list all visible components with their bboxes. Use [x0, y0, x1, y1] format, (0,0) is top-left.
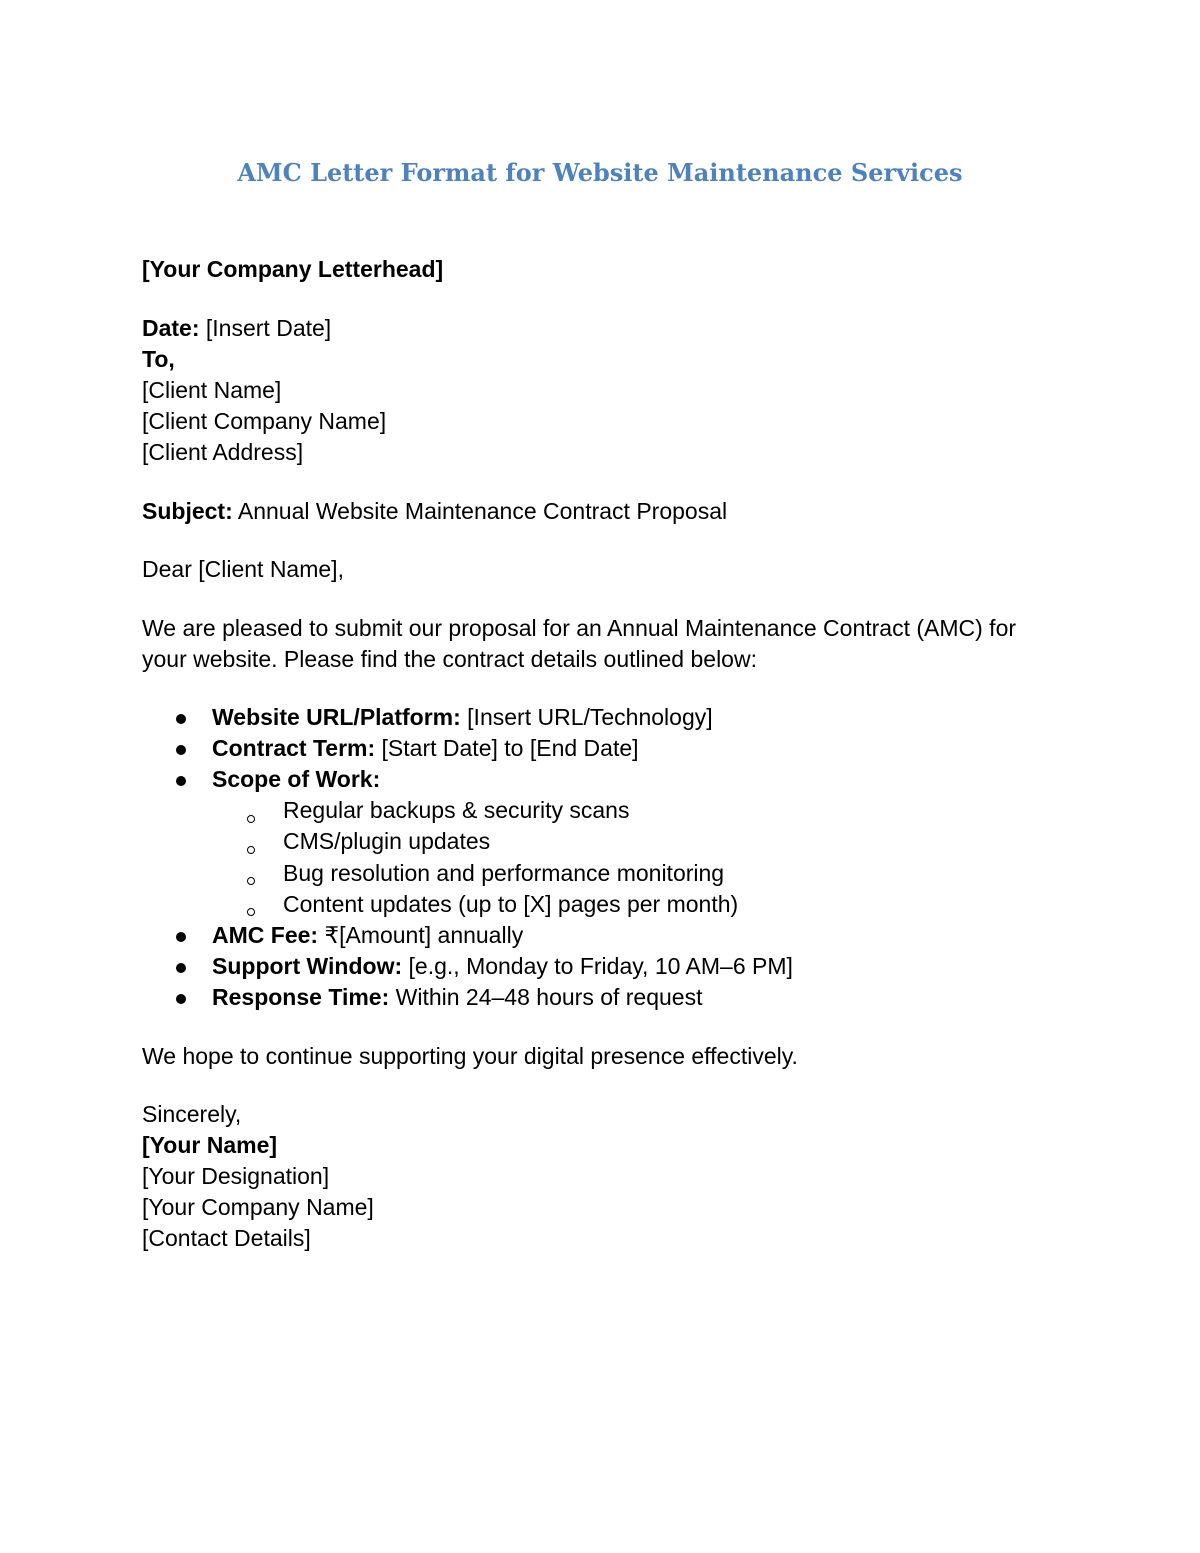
document-title: AMC Letter Format for Website Maintenance Services [237, 158, 963, 187]
list-item-fee [212, 920, 523, 951]
support-label: Support Window: [212, 953, 403, 979]
term-label: Contract Term: [212, 735, 376, 761]
scope-item: Regular backups & security scans [283, 797, 630, 823]
response-value: Within 24–48 hours of request [389, 984, 703, 1010]
date-label: Date: [142, 315, 200, 341]
bullet-icon [176, 714, 186, 724]
circle-bullet-icon [247, 846, 255, 854]
website-label: Website URL/Platform: [212, 704, 461, 730]
signer-designation: [Your Designation] [142, 1163, 330, 1189]
signer-name: [Your Name] [142, 1132, 278, 1158]
list-item-response [212, 982, 703, 1013]
greeting: Dear [Client Name], [142, 556, 344, 582]
subject-label: Subject: [142, 498, 233, 524]
list-item-website [212, 702, 713, 733]
client-name: [Client Name] [142, 377, 282, 403]
fee-value: ₹[Amount] annually [318, 922, 524, 948]
bullet-icon [176, 745, 186, 755]
bullet-icon [176, 963, 186, 973]
circle-bullet-icon [247, 815, 255, 823]
list-item-term [212, 733, 639, 764]
subject-value: Annual Website Maintenance Contract Proposal [232, 498, 728, 524]
scope-item: CMS/plugin updates [283, 828, 491, 854]
term-value: [Start Date] to [End Date] [375, 735, 639, 761]
response-label: Response Time: [212, 984, 390, 1010]
closing-text: We hope to continue supporting your digital presence effectively. [142, 1043, 798, 1069]
client-address: [Client Address] [142, 439, 304, 465]
scope-item: Content updates (up to [X] pages per month) [283, 891, 739, 917]
scope-item: Bug resolution and performance monitoring [283, 860, 725, 886]
letterhead: [Your Company Letterhead] [142, 256, 444, 282]
date-value: [Insert Date] [199, 315, 332, 341]
fee-label: AMC Fee: [212, 922, 319, 948]
list-item-scope: Scope of Work: [212, 766, 381, 792]
intro-line-1: We are pleased to submit our proposal for an Annual Maintenance Contract (AMC) for [142, 615, 1017, 641]
bullet-icon [176, 994, 186, 1004]
date-line [142, 313, 331, 344]
website-value: [Insert URL/Technology] [460, 704, 713, 730]
bullet-icon [176, 932, 186, 942]
client-company: [Client Company Name] [142, 408, 387, 434]
to-line: To, [142, 346, 175, 372]
circle-bullet-icon [247, 908, 255, 916]
list-item-support [212, 951, 793, 982]
intro-line-2: your website. Please find the contract details outlined below: [142, 646, 757, 672]
salutation: Sincerely, [142, 1101, 242, 1127]
support-value: [e.g., Monday to Friday, 10 AM–6 PM] [402, 953, 793, 979]
subject-line [142, 496, 727, 527]
bullet-icon [176, 776, 186, 786]
circle-bullet-icon [247, 877, 255, 885]
signer-contact: [Contact Details] [142, 1225, 311, 1251]
signer-company: [Your Company Name] [142, 1194, 374, 1220]
